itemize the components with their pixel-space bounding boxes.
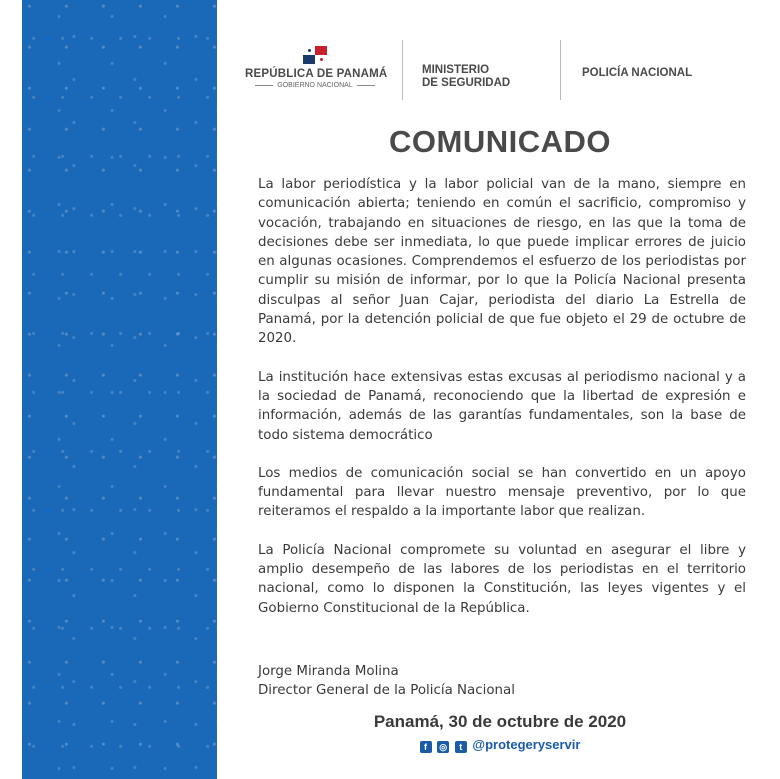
paragraph: La institución hace extensivas estas excusas al periodismo nacional y a la sociedad de Panamá, reconociendo que la libertad de expresión e información, además de las garantías fundamentales, son la base de todo sistema democrático [258,369,746,443]
twitter-icon: t [455,741,467,753]
header-divider [560,40,561,100]
republic-subtitle: GOBIERNO NACIONAL [245,82,385,89]
header [230,38,750,108]
ministry-label: MINISTERIO DE SEGURIDAD [422,64,511,89]
date-line: Panamá, 30 de octubre de 2020 [373,712,627,731]
document-body [258,175,746,637]
paragraph: La Policía Nacional compromete su voluntad en asegurar el libre y amplio desempeño de las labores de los periodistas en el territorio nacional, como lo disponen la Constitución, las leyes vigentes y el Gobierno Constitucional de la República. [258,542,746,616]
republic-logo-block [245,46,388,89]
decorative-blue-band [22,0,217,779]
paragraph: Los medios de comunicación social se han convertido en un apoyo fundamental para llevar nuestro mensaje preventivo, por lo que reiteramos el respaldo a la importante labor que realizan. [258,465,746,520]
instagram-icon: ◎ [437,741,449,753]
signature-name: Jorge Miranda Molina [258,664,399,679]
facebook-icon: f [420,741,432,753]
police-label: POLICÍA NACIONAL [582,67,693,79]
republic-title: REPÚBLICA DE PANAMÁ [245,68,388,80]
social-handle: @protegeryservir [472,737,581,752]
panama-flag-icon [303,46,327,64]
signature-title: Director General de la Policía Nacional [258,683,515,698]
paragraph: La labor periodística y la labor policial van de la mano, siempre en comunicación abierta; teniendo en común el sacrificio, compromiso y vocación, trabajando en situaciones de riesgo, en las que la toma de decisiones debe ser inmediata, lo que puede implicar errores de juicio en algunas ocasiones. Comprendemos el esfuerzo de los periodistas por cumplir su misión de informar, por lo que la Policía Nacional presenta disculpas al señor Juan Cajar, periodista del diario La Estrella de Panamá, por la detención policial de que fue objeto el 29 de octubre de 2020. [258,177,746,347]
document-title: COMUNICADO [389,124,611,159]
header-divider [402,40,403,100]
signature-block [258,662,515,700]
social-footer [250,737,750,753]
